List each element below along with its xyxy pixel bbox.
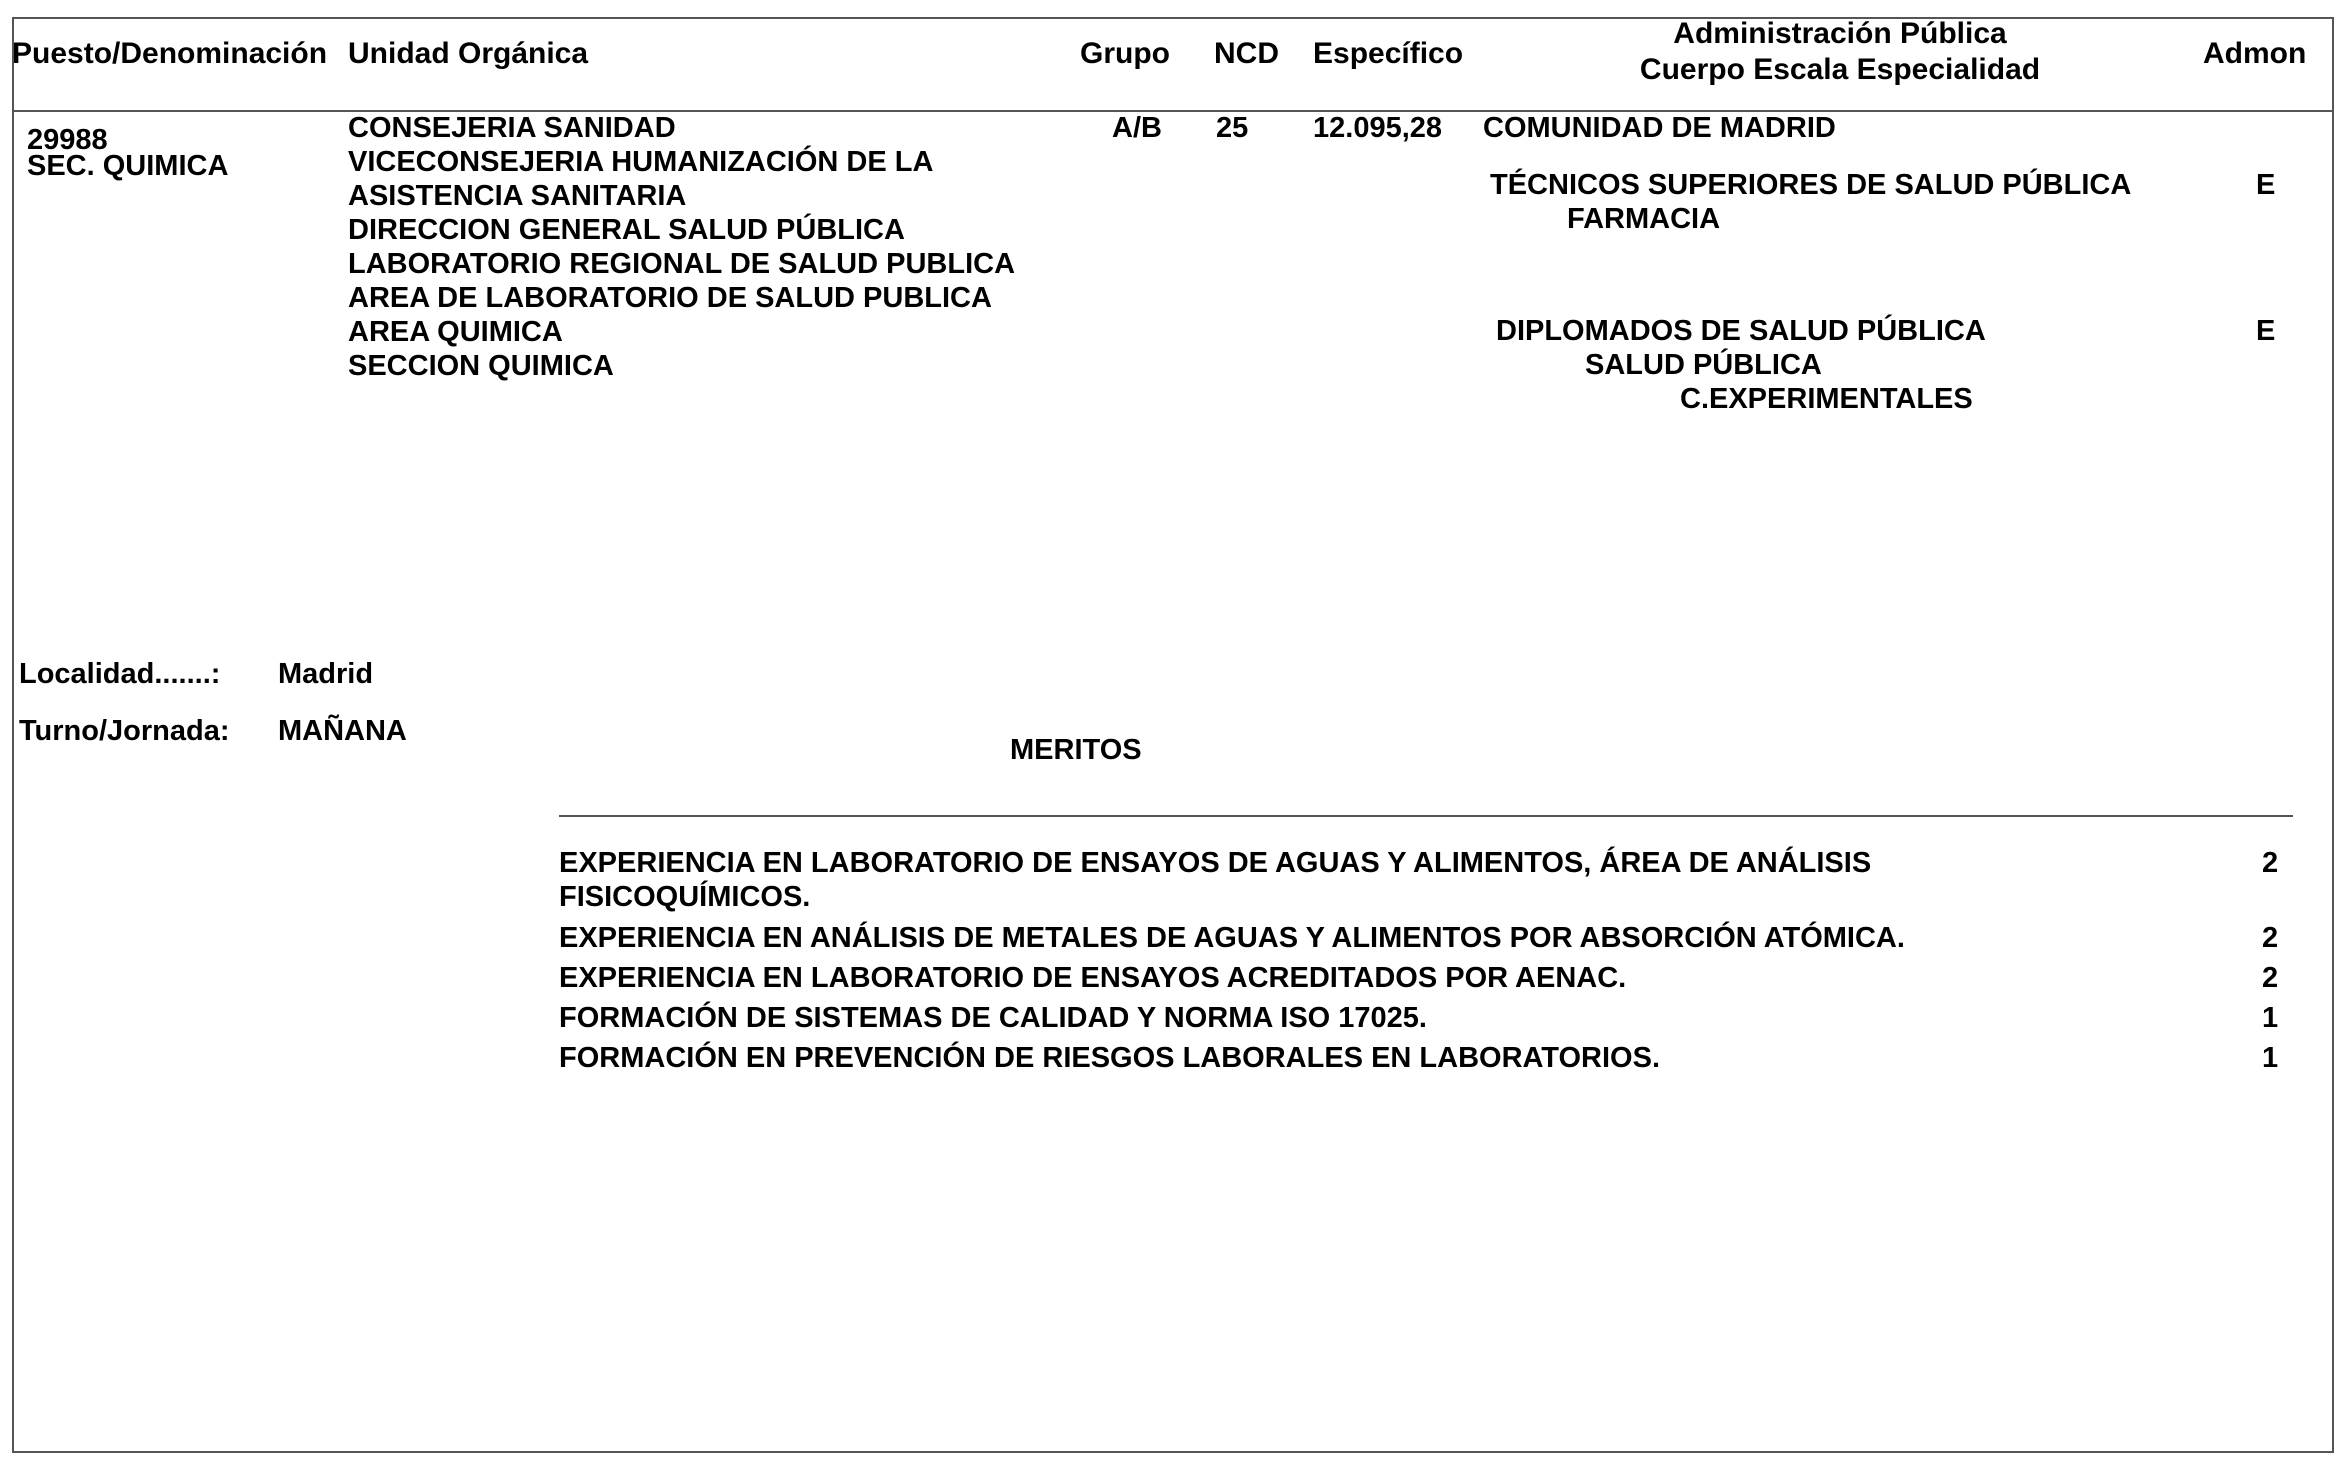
merito-points: 2 [2262, 847, 2279, 879]
meritos-title: MERITOS [1010, 734, 1142, 766]
ncd-value: 25 [1216, 112, 1249, 144]
merito-points: 2 [2262, 962, 2279, 994]
merito-item: EXPERIENCIA EN ANÁLISIS DE METALES DE AGUAS Y ALIMENTOS POR ABSORCIÓN ATÓMICA. [559, 922, 1905, 954]
admon-2: E [2256, 315, 2276, 347]
merito-item: EXPERIENCIA EN LABORATORIO DE ENSAYOS DE AGUAS Y ALIMENTOS, ÁREA DE ANÁLISIS [559, 847, 1872, 879]
header-ncd: NCD [1214, 37, 1279, 70]
header-admin-publica: Administración Pública [1673, 17, 2007, 50]
unidad-line: SECCION QUIMICA [348, 350, 614, 382]
unidad-line: AREA DE LABORATORIO DE SALUD PUBLICA [348, 282, 992, 314]
especialidad-2: C.EXPERIMENTALES [1680, 383, 1973, 415]
turno-value: MAÑANA [278, 715, 407, 747]
localidad-label: Localidad.......: [19, 658, 221, 690]
merito-item-continued: FISICOQUÍMICOS. [559, 881, 811, 913]
merito-item: EXPERIENCIA EN LABORATORIO DE ENSAYOS ACREDITADOS POR AENAC. [559, 962, 1627, 994]
admon-1: E [2256, 169, 2276, 201]
turno-label: Turno/Jornada: [19, 715, 230, 747]
header-grupo: Grupo [1080, 37, 1170, 70]
merito-item: FORMACIÓN EN PREVENCIÓN DE RIESGOS LABORALES EN LABORATORIOS. [559, 1042, 1661, 1074]
cuerpo-2: DIPLOMADOS DE SALUD PÚBLICA [1496, 315, 1986, 347]
unidad-line: CONSEJERIA SANIDAD [348, 112, 676, 144]
unidad-line: AREA QUIMICA [348, 316, 563, 348]
merito-points: 1 [2262, 1042, 2279, 1074]
unidad-line: VICECONSEJERIA HUMANIZACIÓN DE LA [348, 146, 934, 178]
grupo-value: A/B [1112, 112, 1162, 144]
escala-1: FARMACIA [1567, 203, 1721, 235]
administracion-value: COMUNIDAD DE MADRID [1483, 112, 1836, 144]
unidad-line: ASISTENCIA SANITARIA [348, 180, 687, 212]
meritos-divider [559, 815, 2293, 817]
merito-points: 2 [2262, 922, 2279, 954]
merito-points: 1 [2262, 1002, 2279, 1034]
header-puesto: Puesto/Denominación [12, 37, 328, 70]
header-unidad: Unidad Orgánica [348, 37, 589, 70]
especifico-value: 12.095,28 [1313, 112, 1443, 144]
header-cuerpo-escala: Cuerpo Escala Especialidad [1639, 53, 2041, 86]
puesto-code: 29988 [27, 124, 108, 156]
header-admon: Admon [2203, 37, 2307, 70]
cuerpo-1: TÉCNICOS SUPERIORES DE SALUD PÚBLICA [1490, 169, 2132, 201]
merito-item: FORMACIÓN DE SISTEMAS DE CALIDAD Y NORMA ISO 17025. [559, 1002, 1427, 1034]
escala-2: SALUD PÚBLICA [1585, 349, 1822, 381]
puesto-name: SEC. QUIMICA [27, 150, 229, 182]
unidad-organica [348, 111, 1015, 383]
header-especifico: Específico [1313, 37, 1464, 70]
unidad-line: DIRECCION GENERAL SALUD PÚBLICA [348, 214, 905, 246]
localidad-value: Madrid [278, 658, 374, 690]
unidad-line: LABORATORIO REGIONAL DE SALUD PUBLICA [348, 248, 1016, 280]
